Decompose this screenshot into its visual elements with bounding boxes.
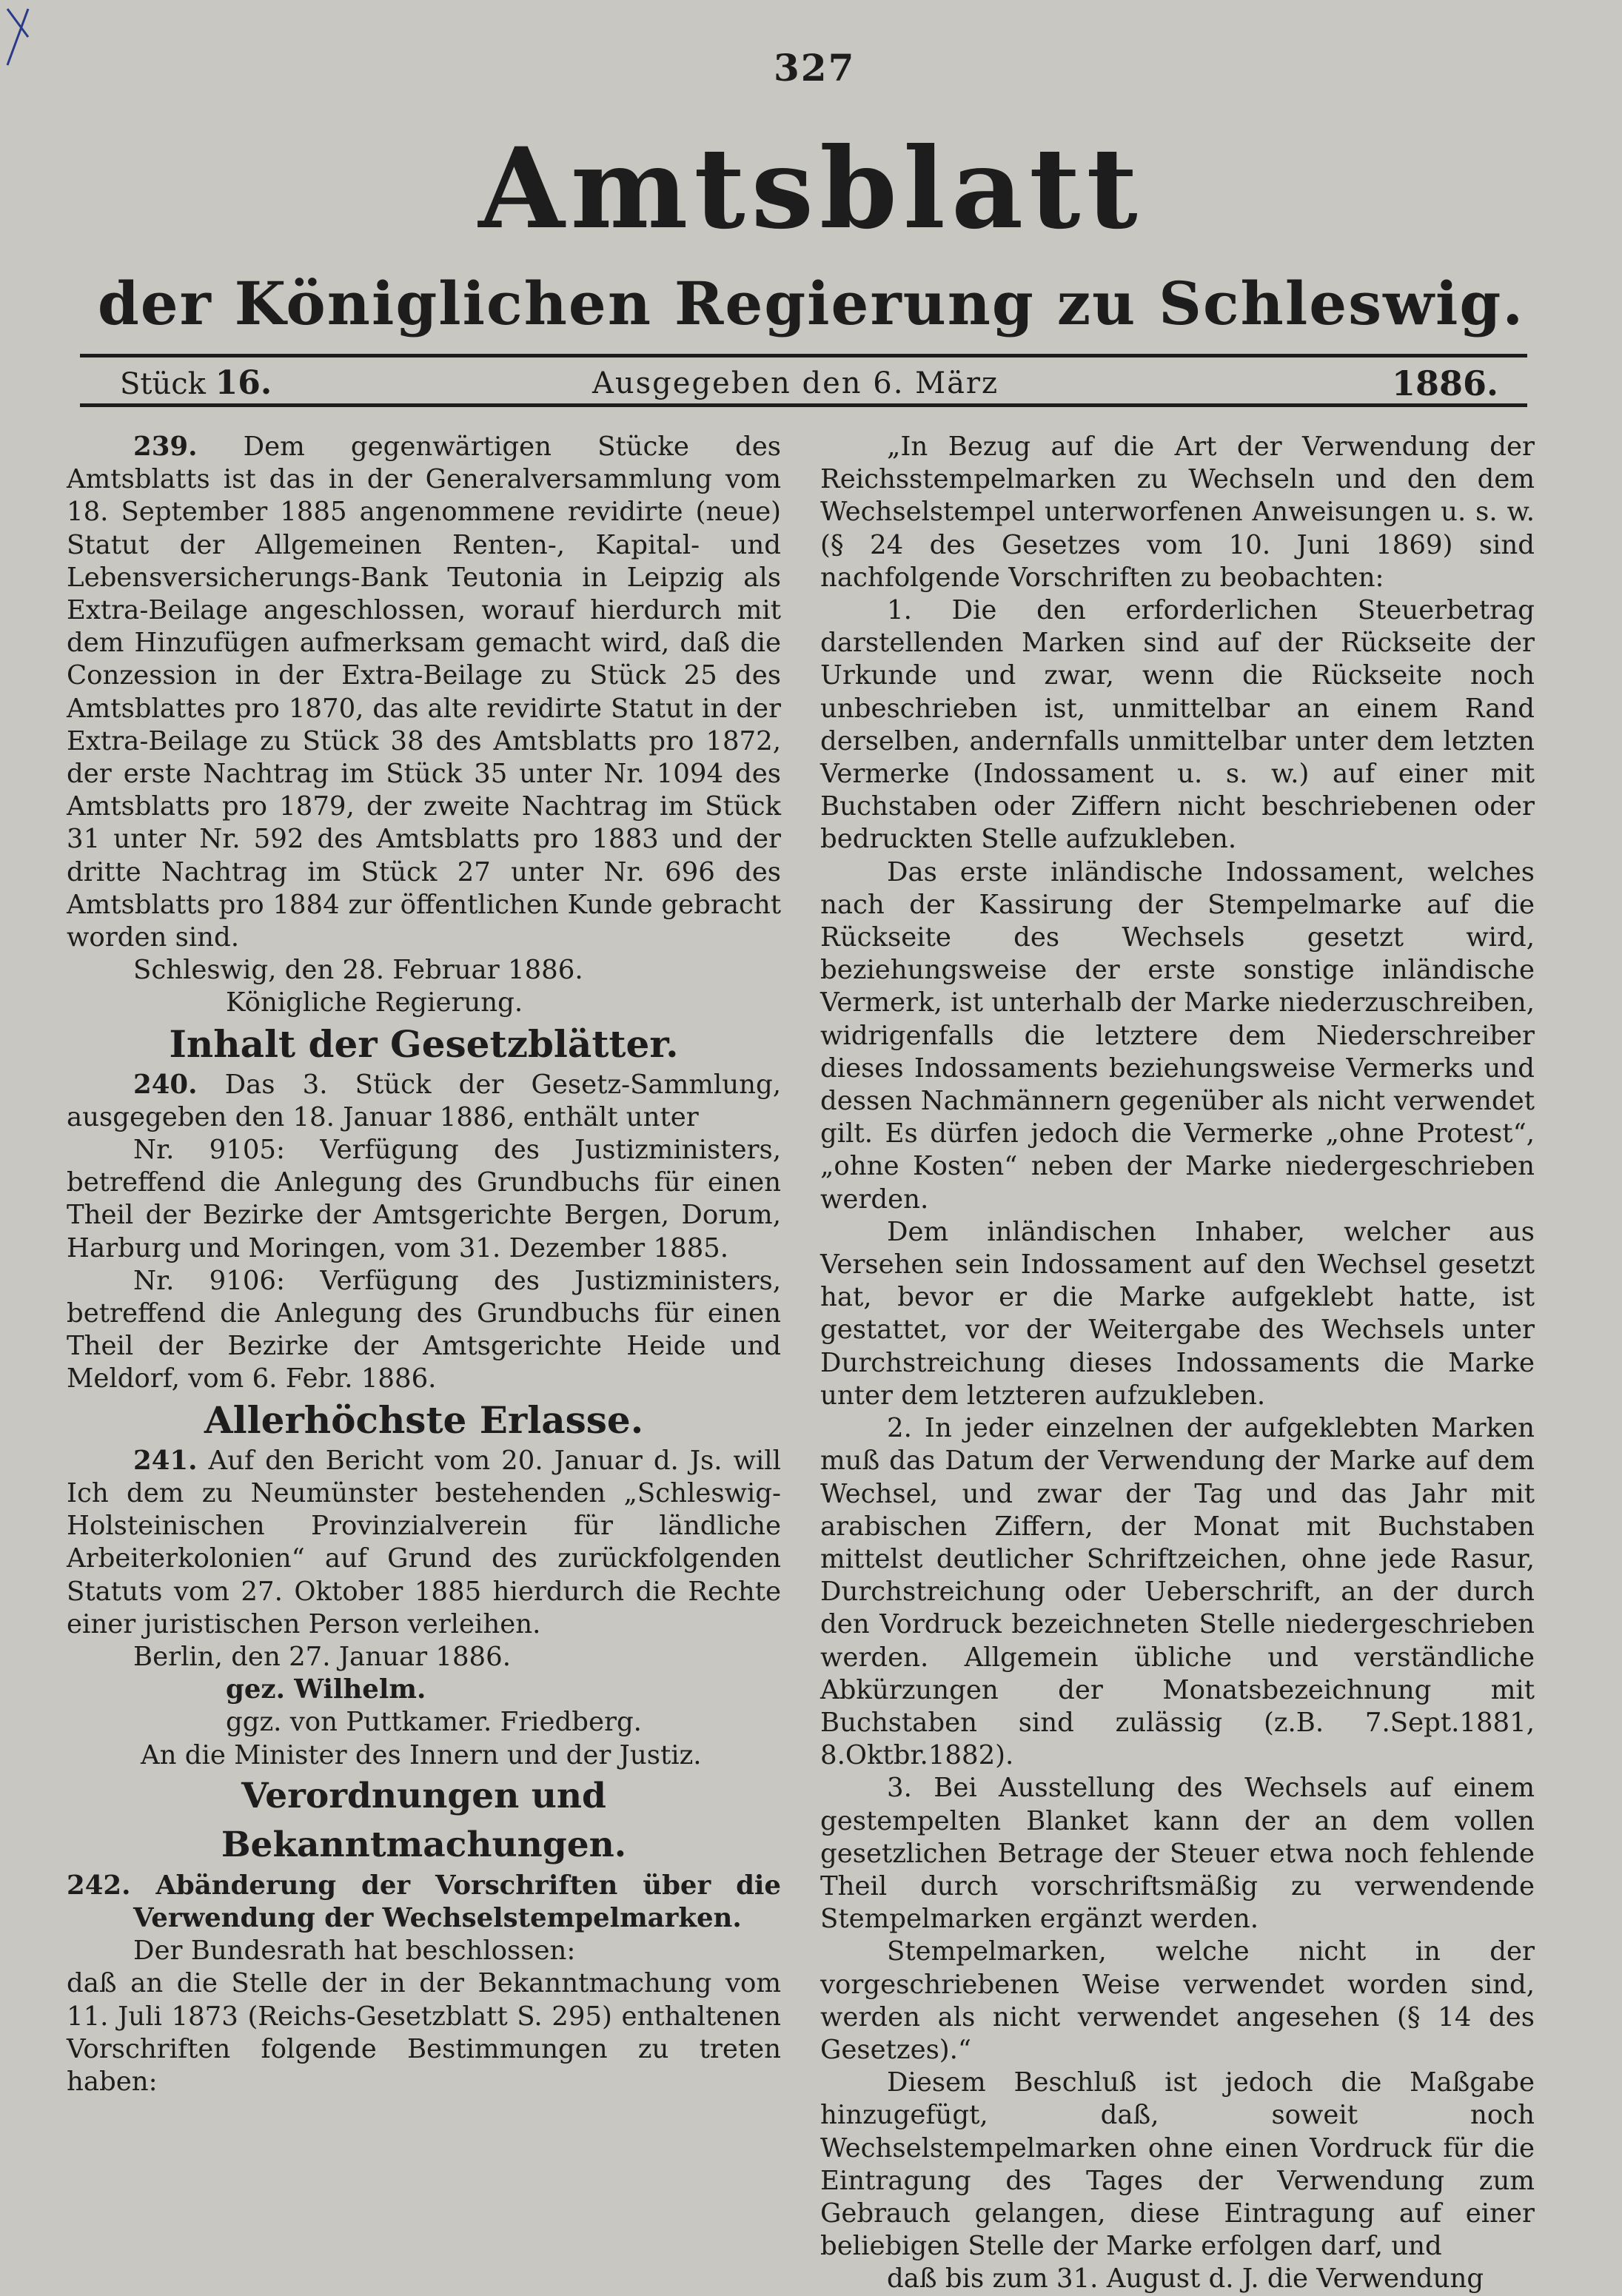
article-241-place: Berlin, den 27. Januar 1886. xyxy=(133,1641,512,1672)
article-number: 241. xyxy=(133,1445,198,1476)
issue-stueck-number: 16. xyxy=(215,364,272,402)
left-column xyxy=(67,431,781,2098)
quote-paragraph-2: 1. Die den erforderlichen Steuerbetrag darstellenden Marken sind auf der Rückseite der Urkunde und zwar, wenn die Rückseite noch unbeschrieben ist, unmittelbar an einem Rand derselben, andernfalls unmittelbar unter dem letzten Vermerke (Indossament u. s. w.) auf einer mit Buchstaben oder Ziffern nicht beschriebenen oder bedruckten Stelle aufzukleben. xyxy=(820,595,1535,855)
article-title-text: Abänderung der Vorschriften über die Verwendung der Wechselstempelmarken. xyxy=(133,1870,781,1933)
section-heading-erlasse: Allerhöchste Erlasse. xyxy=(204,1397,644,1442)
header-rule-top xyxy=(80,354,1527,358)
article-240-item-b: Nr. 9106: Verfügung des Justizministers, betreffend die Anlegung des Grundbuchs für einen Theil der Bezirke der Amtsgerichte Heide und Meldorf, vom 6. Febr. 1886. xyxy=(67,1265,781,1394)
quote-paragraph-9: daß bis zum 31. August d. J. die Verwendung xyxy=(887,2263,1484,2295)
article-number: 239. xyxy=(133,432,198,462)
quote-paragraph-4: Dem inländischen Inhaber, welcher aus Versehen sein Indossament auf den Wechsel gesetzt hat, bevor er die Marke aufgeklebt hatte, ist gestattet, vor der Weitergabe des Wechsels unter Durchstreichung dieses Indossaments die Marke unter dem letzteren aufzukleben. xyxy=(820,1216,1535,1411)
article-240 xyxy=(67,1069,781,1134)
article-239-authority: Königliche Regierung. xyxy=(226,987,523,1018)
article-242-title xyxy=(67,1870,781,1935)
article-239 xyxy=(67,431,781,954)
article-text: Dem gegenwärtigen Stücke des Amtsblatts ist das in der Generalversammlung vom 18. September 1885 angenommene revidirte (neue) Statut der Allgemeinen Renten-, Kapital- und Lebensversicherungs-Bank Teutonia in Leipzig als Extra-Beilage angeschlossen, worauf hierdurch mit dem Hinzufügen aufmerksam gemacht wird, daß die Conzession in der Extra-Beilage zu Stück 25 des Amtsblattes pro 1870, das alte revidirte Statut in der Extra-Beilage zu Stück 38 des Amtsblatts pro 1872, der erste Nachtrag im Stück 35 unter Nr. 1094 des Amtsblatts pro 1879, der zweite Nachtrag im Stück 31 unter Nr. 592 des Amtsblatts pro 1883 und der dritte Nachtrag im Stück 27 unter Nr. 696 des Amtsblatts pro 1884 zur öffentlichen Kunde gebracht worden sind. xyxy=(67,432,781,953)
quote-paragraph-5: 2. In jeder einzelnen der aufgeklebten Marken muß das Datum der Verwendung der Marke auf dem Wechsel, und zwar der Tag und das Jahr mit arabischen Ziffern, der Monat mit Buchstaben mittelst deutlicher Schriftzeichen, ohne jede Rasur, Durchstreichung oder Ueberschrift, an der durch den Vordruck bezeichneten Stelle niedergeschrieben werden. Allgemein übliche und verständliche Abkürzungen der Monatsbezeichnung mit Buchstaben sind zulässig (z.B. 7.Sept.1881, 8.Oktbr.1882). xyxy=(820,1413,1535,1771)
article-240-item-a: Nr. 9105: Verfügung des Justizministers, betreffend die Anlegung des Grundbuchs für einen Theil der Bezirke der Amtsgerichte Bergen, Dorum, Harburg und Moringen, vom 31. Dezember 1885. xyxy=(67,1135,781,1263)
right-column xyxy=(820,431,1535,2296)
article-241 xyxy=(67,1445,781,1641)
section-heading-verordnungen: Verordnungen und Bekanntmachungen. xyxy=(221,1775,627,1865)
article-241-signature: gez. Wilhelm. xyxy=(226,1674,426,1705)
header-rule-bottom xyxy=(80,403,1527,407)
section-heading-gesetzblaetter: Inhalt der Gesetzblätter. xyxy=(169,1021,679,1066)
article-number: 240. xyxy=(133,1069,198,1100)
masthead-title: Amtsblatt xyxy=(478,124,1144,254)
article-242-text: daß an die Stelle der in der Bekanntmachung vom 11. Juli 1873 (Reichs-Gesetzblatt S. 295) enthaltenen Vorschriften folgende Bestimmungen zu treten haben: xyxy=(67,1968,781,2097)
article-239-place: Schleswig, den 28. Februar 1886. xyxy=(133,955,583,986)
article-242-intro: Der Bundesrath hat beschlossen: xyxy=(133,1936,576,1967)
quote-paragraph-3: Das erste inländische Indossament, welches nach der Kassirung der Stempelmarke auf die Rückseite des Wechsels gesetzt wird, beziehungsweise der erste sonstige inländische Vermerk, ist unterhalb der Marke niederzuschreiben, widrigenfalls die letztere dem Niederschreiber dieses Indossaments beziehungsweise Vermerks und dessen Nachmännern gegenüber als nicht verwendet gilt. Es dürfen jedoch die Vermerke „ohne Protest“, „ohne Kosten“ neben der Marke niedergeschrieben werden. xyxy=(820,856,1535,1215)
quote-paragraph-1: „In Bezug auf die Art der Verwendung der Reichsstempelmarken zu Wechseln und den dem Wechselstempel unterworfenen Anweisungen u. s. w. (§ 24 des Gesetzes vom 10. Juni 1869) sind nachfolgende Vorschriften zu beobachten: xyxy=(820,432,1535,593)
issue-date: Ausgegeben den 6. März xyxy=(592,366,999,400)
article-text: Auf den Bericht vom 20. Januar d. Js. will Ich dem zu Neumünster bestehenden „Schleswig-Holsteinischen Provinzialverein für ländliche Arbeiterkolonien“ auf Grund des zurückfolgenden Statuts vom 27. Oktober 1885 hierdurch die Rechte einer juristischen Person verleihen. xyxy=(67,1445,781,1639)
quote-paragraph-7: Stempelmarken, welche nicht in der vorgeschriebenen Weise verwendet worden sind, werden als nicht verwendet angesehen (§ 14 des Gesetzes).“ xyxy=(820,1936,1535,2065)
article-241-addressee: An die Minister des Innern und der Justiz. xyxy=(141,1739,702,1770)
page-number: 327 xyxy=(774,46,856,90)
article-text: Das 3. Stück der Gesetz-Sammlung, ausgegeben den 18. Januar 1886, enthält unter xyxy=(67,1069,781,1132)
pen-mark-icon xyxy=(6,7,43,67)
quote-paragraph-6: 3. Bei Ausstellung des Wechsels auf einem gestempelten Blanket kann der an dem vollen gesetzlichen Betrage der Steuer etwa noch fehlende Theil durch vorschriftsmäßig zu verwendende Stempelmarken ergänzt werden. xyxy=(820,1773,1535,1935)
issue-stueck-label: Stück xyxy=(120,367,206,401)
quote-paragraph-8: Diesem Beschluß ist jedoch die Maßgabe hinzugefügt, daß, soweit noch Wechselstempelmarken ohne einen Vordruck für die Eintragung des Tages der Verwendung zum Gebrauch gelangen, diese Eintragung auf einer beliebigen Stelle der Marke erfolgen darf, und xyxy=(820,2067,1535,2262)
masthead-subtitle: der Königlichen Regierung zu Schleswig. xyxy=(97,269,1525,338)
article-241-countersignature: ggz. von Puttkamer. Friedberg. xyxy=(226,1707,642,1738)
article-number: 242. xyxy=(67,1870,131,1901)
issue-number xyxy=(120,363,272,404)
issue-year: 1886. xyxy=(1392,363,1499,403)
